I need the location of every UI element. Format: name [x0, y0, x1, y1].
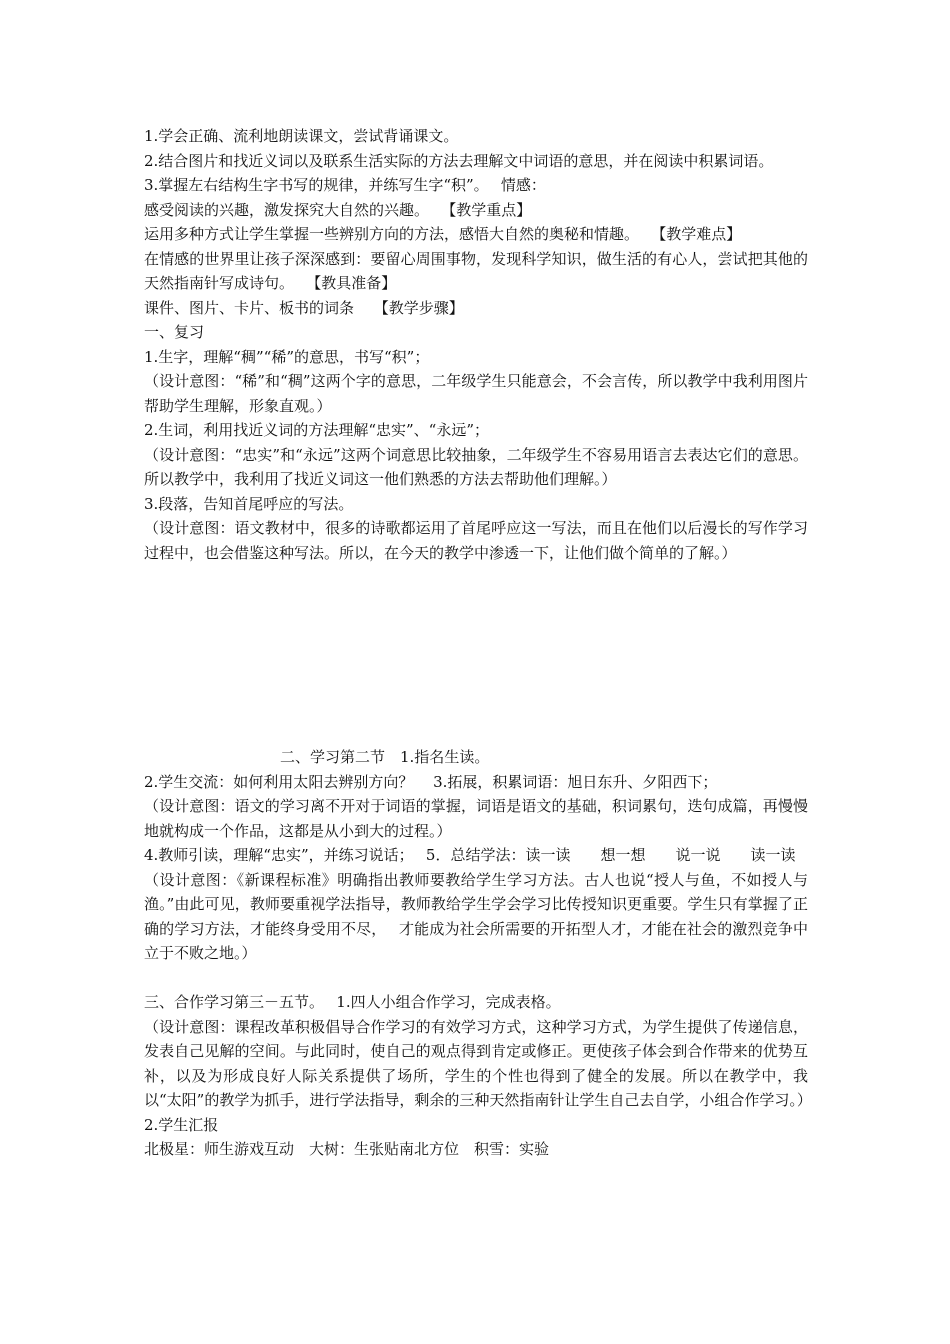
report-details: 北极星：师生游戏互动 大树：生张贴南北方位 积雪：实验	[144, 1140, 550, 1158]
student-report: 2.学生汇报	[144, 1115, 219, 1134]
design-intent-1: （设计意图：“稀”和“稠”这两个字的意思，二年级学生只能意会，不会言传，所以教学中我利用图片帮助学生理解，形象直观。）	[144, 372, 808, 415]
design-intent-6: （设计意图：课程改革积极倡导合作学习的有效学习方式，这种学习方式，为学生提供了传递信息，发表自己见解的空间。与此同时，使自己的观点得到肯定或修正。更使孩子体会到合作带来的优势互补，以及为形成良好人际关系提供了场所，学生的个性也得到了健全的发展。所以在教学中，我以“太阳”的教学为抓手，进行学法指导，剩余的三种天然指南针让学生自己去自学，小组合作学习。）	[144, 1017, 812, 1109]
lesson-plan-part-2	[144, 745, 812, 1162]
review-item-1: 1.生字，理解“稠”“稀”的意思，书写“积”；	[144, 347, 430, 366]
lesson-plan-part-1	[144, 124, 808, 565]
teaching-focus: 运用多种方式让学生掌握一些辨别方向的方法，感悟大自然的奥秘和情趣。 【教学难点】	[144, 225, 742, 243]
design-intent-4: （设计意图：语文的学习离不开对于词语的掌握，词语是语文的基础，积词累句，迭句成篇，再慢慢地就构成一个作品，这都是从小到大的过程。）	[144, 797, 808, 840]
teaching-difficulty: 在情感的世界里让孩子深深感到：要留心周围事物，发现科学知识，做生活的有心人，尝试把其他的天然指南针写成诗句。 【教具准备】	[144, 249, 808, 292]
objective-3: 3.掌握左右结构生字书写的规律，并练写生字“积”。 情感：	[144, 176, 546, 194]
design-intent-3: （设计意图：语文教材中，很多的诗歌都运用了首尾呼应这一写法，而且在他们以后漫长的写作学习过程中，也会借鉴这种写法。所以，在今天的教学中渗透一下，让他们做个简单的了解。）	[144, 519, 808, 562]
objective-2: 2.结合图片和找近义词以及联系生活实际的方法去理解文中词语的意思，并在阅读中积累词语。	[144, 151, 774, 170]
review-item-3: 3.段落，告知首尾呼应的写法。	[144, 494, 354, 513]
section-three-heading: 三、合作学习第三－五节。 1.四人小组合作学习，完成表格。	[144, 993, 561, 1011]
review-item-2: 2.生词，利用找近义词的方法理解“忠实”、“永远”；	[144, 421, 489, 439]
section-review-heading: 一、复习	[144, 323, 205, 341]
step-4-summary: 4.教师引读，理解“忠实”，并练习说话； 5．总结学法：读一读 想一想 说一说 读一读	[144, 846, 796, 864]
step-2-exchange: 2.学生交流：如何利用太阳去辨别方向？ 3.拓展，积累词语：旭日东升、夕阳西下；	[144, 772, 718, 791]
paragraph-gap	[144, 966, 808, 991]
section-two-heading: 二、学习第二节 1.指名生读。	[280, 748, 490, 766]
design-intent-2: （设计意图：“忠实”和“永远”这两个词意思比较抽象，二年级学生不容易用语言去表达它们的意思。所以教学中，我利用了找近义词这一他们熟悉的方法去帮助他们理解。）	[144, 445, 808, 488]
objective-1: 1.学会正确、流利地朗读课文，尝试背诵课文。	[144, 127, 459, 145]
emotion-goal: 感受阅读的兴趣，激发探究大自然的兴趣。 【教学重点】	[144, 200, 532, 219]
design-intent-5: （设计意图：《新课程标准》明确指出教师要教给学生学习方法。古人也说“授人与鱼，不如授人与渔。”由此可见，教师要重视学法指导，教师教给学生学会学习比传授知识更重要。学生只有掌握了正确的学习方法，才能终身受用不尽， 才能成为社会所需要的开拓型人才，才能在社会的激烈竞争中立于不败之地。）	[144, 870, 808, 962]
teaching-aids: 课件、图片、卡片、板书的词条 【教学步骤】	[144, 298, 464, 317]
